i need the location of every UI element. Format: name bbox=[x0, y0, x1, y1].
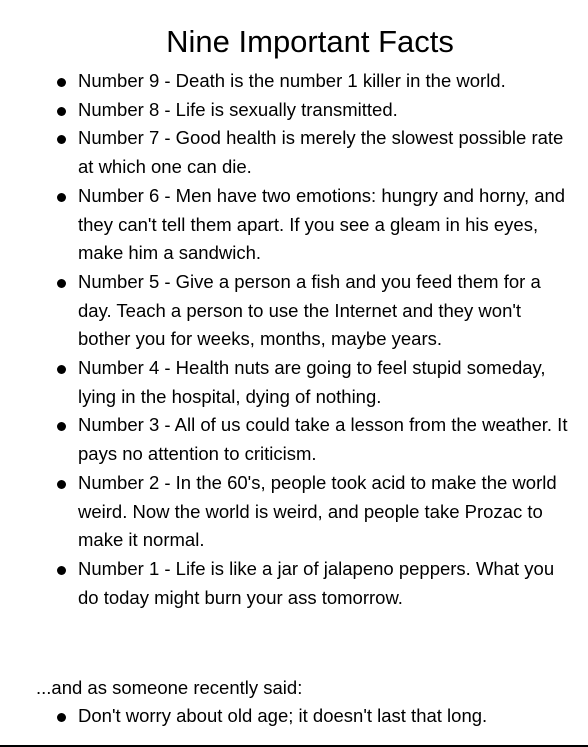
fact-item-6 bbox=[0, 182, 588, 268]
quote-intro: ...and as someone recently said: bbox=[36, 677, 303, 698]
bullet-icon bbox=[57, 422, 66, 431]
final-quote-list bbox=[0, 702, 588, 731]
bullet-icon bbox=[57, 107, 66, 116]
bullet-icon bbox=[57, 279, 66, 288]
fact-item-8 bbox=[0, 96, 588, 125]
page-title: Nine Important Facts bbox=[166, 24, 454, 59]
fact-text: Number 7 - Good health is merely the slowest possible rate at which one can die. bbox=[78, 127, 564, 178]
facts-list bbox=[0, 67, 588, 612]
bullet-icon bbox=[57, 135, 66, 144]
fact-item-9 bbox=[0, 67, 588, 96]
fact-text: Number 3 - All of us could take a lesson from the weather. It pays no attention to criticism. bbox=[78, 414, 568, 465]
bullet-icon bbox=[57, 193, 66, 202]
fact-text: Number 5 - Give a person a fish and you feed them for a day. Teach a person to use the Internet and they won't bother you for weeks, months, maybe years. bbox=[78, 270, 541, 350]
fact-text: Number 8 - Life is sexually transmitted. bbox=[78, 98, 398, 120]
fact-text: Number 1 - Life is like a jar of jalapeno peppers. What you do today might burn your ass tomorrow. bbox=[78, 557, 555, 608]
fact-text: Number 9 - Death is the number 1 killer in the world. bbox=[78, 70, 506, 91]
fact-item-7 bbox=[0, 124, 588, 181]
bullet-icon bbox=[57, 566, 66, 575]
fact-item-2 bbox=[0, 469, 588, 555]
fact-text: Number 4 - Health nuts are going to feel stupid someday, lying in the hospital, dying of nothing. bbox=[78, 357, 546, 407]
bullet-icon bbox=[57, 480, 66, 489]
fact-item-1 bbox=[0, 555, 588, 612]
fact-text: Number 6 - Men have two emotions: hungry and horny, and they can't tell them apart. If you see a gleam in his eyes, make him a sandwich. bbox=[78, 184, 566, 264]
bullet-icon bbox=[57, 78, 66, 87]
fact-item-4 bbox=[0, 354, 588, 411]
final-quote-item bbox=[0, 702, 588, 731]
bullet-icon bbox=[57, 713, 66, 722]
fact-text: Number 2 - In the 60's, people took acid to make the world weird. Now the world is weird, and people take Prozac to make it normal. bbox=[78, 471, 557, 551]
final-quote-text: Don't worry about old age; it doesn't last that long. bbox=[78, 705, 488, 726]
fact-item-3 bbox=[0, 411, 588, 468]
bullet-icon bbox=[57, 365, 66, 374]
fact-item-5 bbox=[0, 268, 588, 354]
